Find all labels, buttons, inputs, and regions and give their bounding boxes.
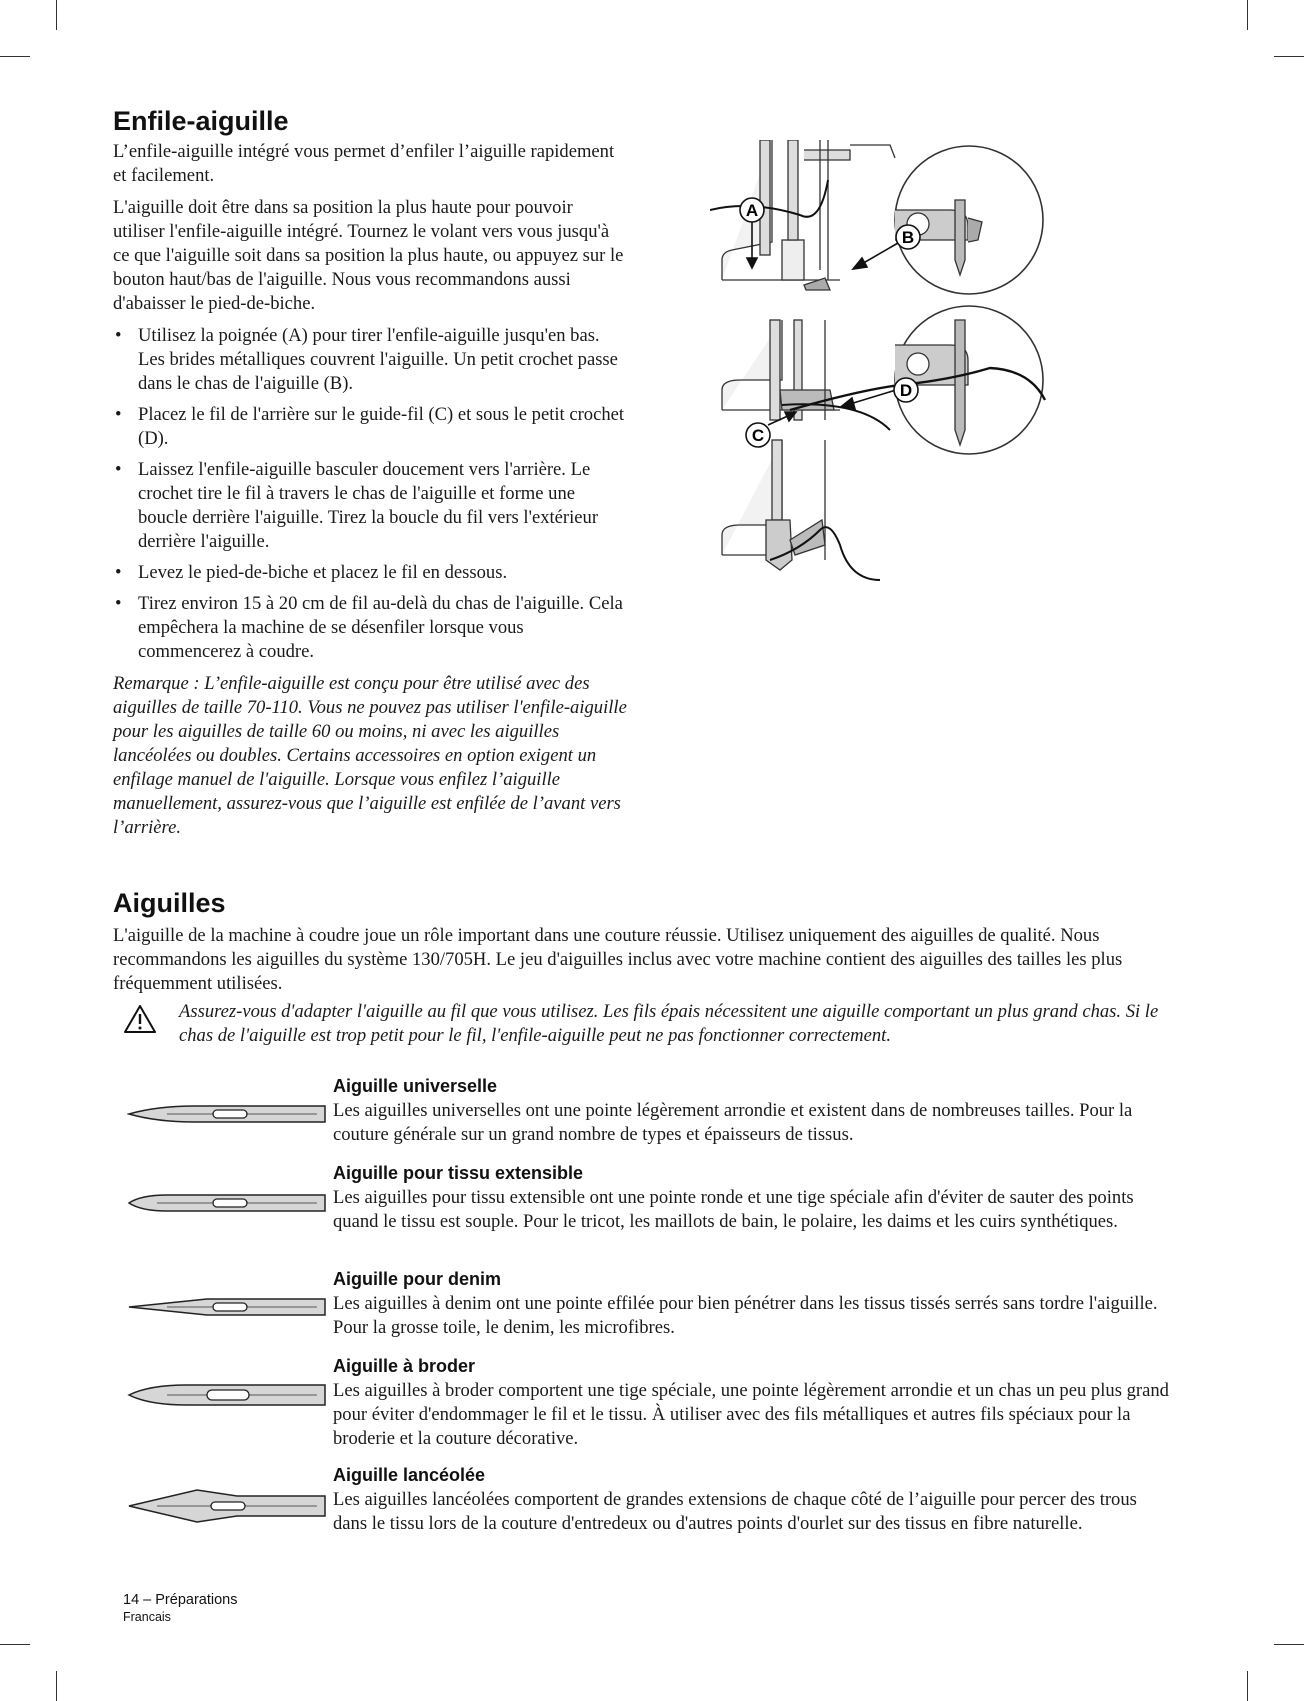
needle-description: Les aiguilles lancéolées comportent de grandes extensions de chaque côté de l’aiguille pour percer des trous dans le tissu lors de la couture d'entredeux ou d'autres points d'ourlet sur des tissus en fibre naturelle. — [333, 1489, 1137, 1534]
needle-title: Aiguille pour tissu extensible — [333, 1163, 584, 1183]
denim-needle-icon — [127, 1290, 327, 1324]
crop-mark — [1274, 56, 1304, 57]
list-item: • Levez le pied-de-biche et placez le fil en dessous. — [113, 561, 628, 585]
universal-needle-icon — [127, 1097, 327, 1131]
needle-threader-illustration — [710, 140, 1130, 600]
language-label: Francais — [123, 1610, 171, 1624]
list-item: • Utilisez la poignée (A) pour tirer l'enfile-aiguille jusqu'en bas. Les brides métalliques couvrent l'aiguille. Un petit crochet passe dans le chas de l'aiguille (B). — [113, 324, 628, 396]
label-b: B — [901, 228, 915, 247]
page-footer — [123, 1591, 237, 1625]
list-item: • Tirez environ 15 à 20 cm de fil au-delà du chas de l'aiguille. Cela empêchera la machine de se désenfiler lorsque vous commencerez à coudre. — [113, 592, 628, 664]
needle-title: Aiguille lancéolée — [333, 1465, 486, 1485]
stretch-needle-icon — [127, 1186, 327, 1220]
section-title-needles: Aiguilles — [113, 888, 226, 918]
section-title-needle-threader: Enfile-aiguille — [113, 106, 289, 136]
label-d: D — [899, 381, 913, 400]
warning-text: Assurez-vous d'adapter l'aiguille au fil que vous utilisez. Les fils épais nécessitent une aiguille comportant un plus grand chas. Si le chas de l'aiguille est trop petit pour le fil, l'enfile-aiguille peut ne pas fonctionner correctement. — [179, 1001, 1159, 1046]
needle-title: Aiguille universelle — [333, 1076, 498, 1096]
wing-needle-icon — [127, 1484, 327, 1528]
crop-mark — [1274, 1644, 1304, 1645]
needle-description: Les aiguilles à denim ont une pointe effilée pour bien pénétrer dans les tissus tissés serrés sans tordre l'aiguille. Pour la grosse toile, le denim, les microfibres. — [333, 1293, 1158, 1338]
crop-mark — [0, 56, 30, 57]
crop-mark — [1247, 0, 1248, 30]
needle-description: Les aiguilles à broder comportent une tige spéciale, une pointe légèrement arrondie et un chas un peu plus grand pour éviter d'endommager le fil et le tissu. À utiliser avec des fils métalliques et autres fils spéciaux pour la broderie et la couture décorative. — [333, 1380, 1169, 1449]
crop-mark — [0, 1644, 30, 1645]
intro-paragraph: L’enfile-aiguille intégré vous permet d’enfiler l’aiguille rapidement et facilement. — [113, 141, 615, 186]
page-number: 14 – Préparations — [123, 1592, 238, 1608]
crop-mark — [56, 0, 57, 30]
note-paragraph: Remarque : L’enfile-aiguille est conçu pour être utilisé avec des aiguilles de taille 70-110. Vous ne pouvez pas utiliser l'enfile-aiguille pour les aiguilles de taille 60 ou moins, ni avec les aiguilles lancéolées ou doubles. Certains accessoires en option exigent un enfilage manuel de l'aiguille. Lorsque vous enfilez l’aiguille manuellement, assurez-vous que l’aiguille est enfilée de l’avant vers l’arrière. — [113, 673, 627, 838]
steps-list — [113, 324, 628, 664]
needle-description: Les aiguilles pour tissu extensible ont une pointe ronde et une tige spéciale afin d'éviter de sauter des points quand le tissu est souple. Pour le tricot, les maillots de bain, le polaire, les daims et les cuirs synthétiques. — [333, 1187, 1134, 1232]
needle-title: Aiguille pour denim — [333, 1269, 502, 1289]
crop-mark — [1247, 1671, 1248, 1701]
label-c: C — [751, 426, 765, 445]
needle-threader-text — [113, 140, 628, 848]
instruction-paragraph: L'aiguille doit être dans sa position la plus haute pour pouvoir utiliser l'enfile-aiguille intégré. Tournez le volant vers vous jusqu'à ce que l'aiguille soit dans sa position la plus haute, ou appuyez sur le bouton haut/bas de l'aiguille. Nous vous recommandons aussi d'abaisser le pied-de-biche. — [113, 197, 624, 314]
needle-title: Aiguille à broder — [333, 1356, 476, 1376]
needle-description: Les aiguilles universelles ont une pointe légèrement arrondie et existent dans de nombreuses tailles. Pour la couture générale sur un grand nombre de types et épaisseurs de tissus. — [333, 1100, 1133, 1145]
warning-note — [113, 1000, 1173, 1048]
embroidery-needle-icon — [127, 1377, 327, 1413]
label-a: A — [745, 201, 759, 220]
list-item: • Laissez l'enfile-aiguille basculer doucement vers l'arrière. Le crochet tire le fil à travers le chas de l'aiguille et forme une boucle derrière l'aiguille. Tirez la boucle du fil vers l'extérieur derrière l'aiguille. — [113, 458, 628, 554]
crop-mark — [56, 1671, 57, 1701]
list-item: • Placez le fil de l'arrière sur le guide-fil (C) et sous le petit crochet (D). — [113, 403, 628, 451]
warning-icon — [123, 1004, 157, 1034]
needles-intro: L'aiguille de la machine à coudre joue un rôle important dans une couture réussie. Utilisez uniquement des aiguilles de qualité. Nous recommandons les aiguilles du système 130/705H. Le jeu d'aiguilles inclus avec votre machine contient des aiguilles des tailles les plus fréquemment utilisées. — [113, 925, 1123, 994]
